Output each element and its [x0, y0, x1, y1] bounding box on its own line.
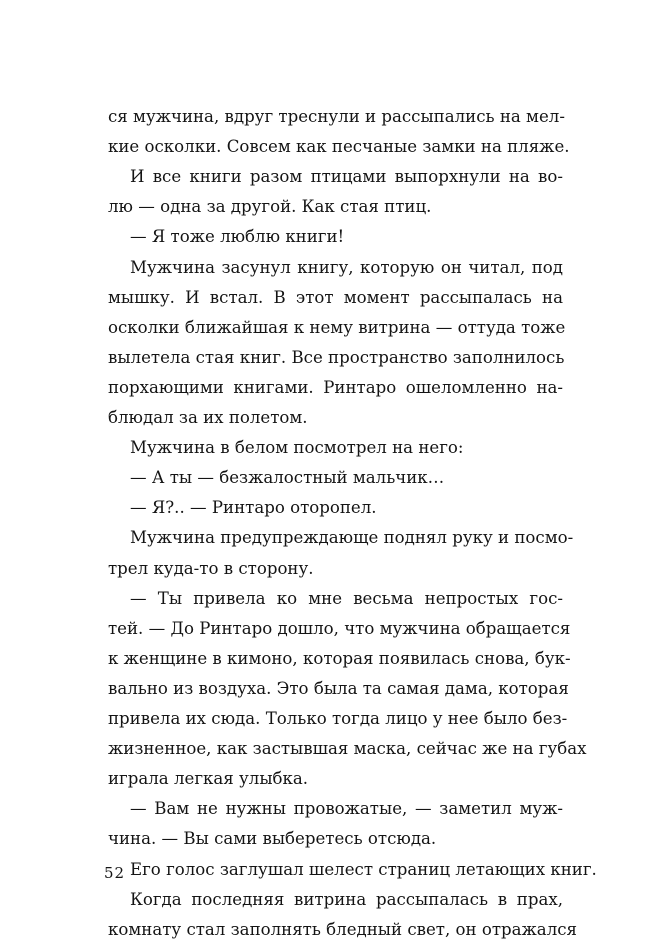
text-line: к женщине в кимоно, которая появилась снова, бук-	[108, 648, 571, 668]
text-line: — Я тоже люблю книги!	[130, 227, 345, 247]
text-line: чина. — Вы сами выберетесь отсюда.	[108, 829, 437, 849]
text-line: кие осколки. Совсем как песчаные замки на пляже.	[108, 137, 570, 157]
text-line: Его голос заглушал шелест страниц летающих книг.	[130, 859, 597, 879]
text-line: Мужчина засунул книгу, которую он читал, под	[130, 257, 563, 277]
text-line: жизненное, как застывшая маска, сейчас же на губах	[108, 739, 587, 759]
text-line: осколки ближайшая к нему витрина — оттуда тоже	[108, 317, 566, 337]
text-line: — А ты — безжалостный мальчик…	[130, 468, 445, 488]
text-line: вально из воздуха. Это была та самая дама, которая	[108, 678, 569, 698]
text-line: комнату стал заполнять бледный свет, он отражался	[108, 919, 578, 939]
text-line: порхающими книгами. Ринтаро ошеломленно на-	[108, 377, 563, 397]
text-line: трел куда-то в сторону.	[108, 558, 314, 578]
text-line: привела их сюда. Только тогда лицо у нее было без-	[108, 709, 568, 728]
text-line: вылетела стая книг. Все пространство заполнилось	[108, 347, 565, 367]
text-line: — Я?.. — Ринтаро оторопел.	[130, 498, 377, 518]
text-line: И все книги разом птицами выпорхнули на во-	[130, 167, 563, 187]
text-line: — Вам не нужны провожатые, — заметил муж-	[130, 799, 563, 819]
text-line: блюдал за их полетом.	[108, 408, 308, 427]
page-number: 52	[104, 864, 126, 882]
text-line: мышку. И встал. В этот момент рассыпалась на	[108, 287, 563, 307]
text-line: Мужчина в белом посмотрел на него:	[130, 438, 464, 458]
text-line: тей. — До Ринтаро дошло, что мужчина обращается	[108, 618, 571, 638]
text-line: лю — одна за другой. Как стая птиц.	[108, 197, 432, 217]
text-line: Мужчина предупреждающе поднял руку и посмо-	[130, 528, 574, 548]
text-line: — Ты привела ко мне весьма непростых гос-	[130, 588, 563, 608]
text-line: ся мужчина, вдруг треснули и рассыпались на мел-	[108, 107, 565, 126]
text-line: Когда последняя витрина рассыпалась в прах,	[130, 889, 563, 909]
text-line: играла легкая улыбка.	[108, 769, 309, 789]
